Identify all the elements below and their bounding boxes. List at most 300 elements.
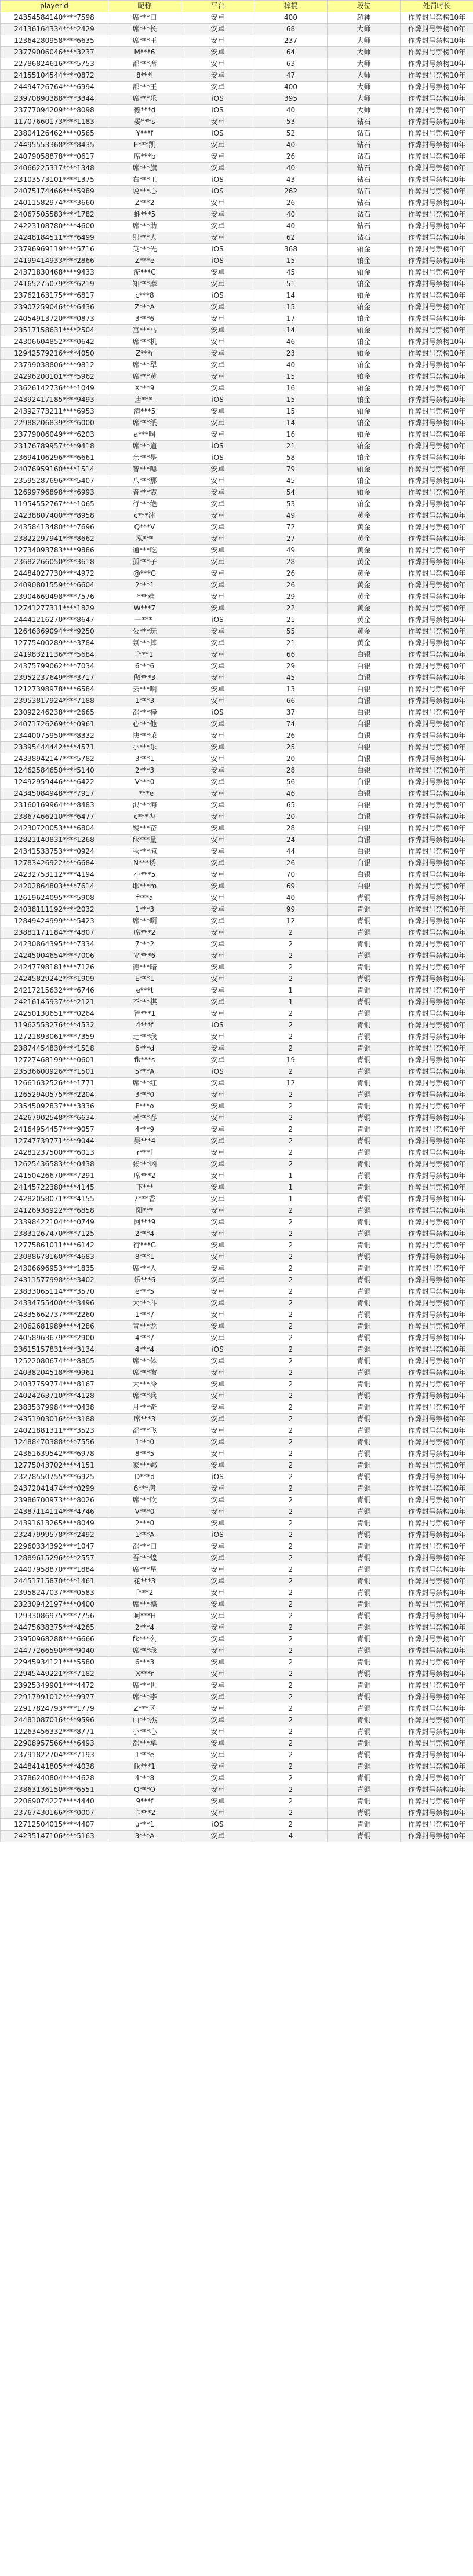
cell-rank: 大师 <box>328 82 401 93</box>
cell-playerid: 12263456332****8771 <box>1 1726 108 1738</box>
table-row <box>1 1715 473 1726</box>
cell-platform: 安卓 <box>181 1576 254 1587</box>
cell-penalty: 作弊封号禁榜10年 <box>401 522 473 533</box>
cell-rank: 铂金 <box>328 499 401 510</box>
cell-playerid: 24351903016****3188 <box>1 1414 108 1425</box>
table-row <box>1 47 473 58</box>
cell-rank: 青铜 <box>328 1425 401 1437</box>
table-row <box>1 325 473 336</box>
cell-platform: 安卓 <box>181 742 254 753</box>
cell-playerid: 24475638375****4265 <box>1 1622 108 1634</box>
cell-platform: 安卓 <box>181 1402 254 1414</box>
cell-nickname: Z***r <box>108 348 181 360</box>
cell-penalty: 作弊封号禁榜10年 <box>401 777 473 788</box>
cell-score: 2 <box>254 1634 328 1645</box>
column-header-playerid: playerid <box>1 1 108 12</box>
cell-rank: 青铜 <box>328 1657 401 1668</box>
cell-playerid: 24345084948****7917 <box>1 788 108 800</box>
cell-platform: 安卓 <box>181 1263 254 1275</box>
cell-platform: 安卓 <box>181 475 254 487</box>
cell-rank: 白银 <box>328 777 401 788</box>
cell-penalty: 作弊封号禁榜10年 <box>401 1333 473 1344</box>
cell-nickname: 流***C <box>108 267 181 279</box>
cell-nickname: 1***3 <box>108 696 181 707</box>
cell-penalty: 作弊封号禁榜10年 <box>401 858 473 869</box>
cell-penalty: 作弊封号禁榜10年 <box>401 1008 473 1020</box>
table-row <box>1 939 473 950</box>
cell-penalty: 作弊封号禁榜10年 <box>401 1391 473 1402</box>
cell-rank: 黄金 <box>328 557 401 568</box>
cell-penalty: 作弊封号禁榜10年 <box>401 244 473 255</box>
cell-nickname: 8***5 <box>108 1448 181 1460</box>
cell-nickname: 心***他 <box>108 719 181 730</box>
cell-score: 2 <box>254 1448 328 1460</box>
cell-penalty: 作弊封号禁榜10年 <box>401 1275 473 1286</box>
cell-rank: 黄金 <box>328 603 401 614</box>
cell-penalty: 作弊封号禁榜10年 <box>401 1309 473 1321</box>
cell-score: 46 <box>254 788 328 800</box>
table-row <box>1 997 473 1008</box>
cell-score: 26 <box>254 197 328 209</box>
cell-penalty: 作弊封号禁榜10年 <box>401 1321 473 1333</box>
table-row <box>1 441 473 452</box>
cell-rank: 钻石 <box>328 197 401 209</box>
table-row <box>1 719 473 730</box>
cell-penalty: 作弊封号禁榜10年 <box>401 1425 473 1437</box>
cell-nickname: 席***b <box>108 151 181 163</box>
table-row <box>1 684 473 696</box>
cell-nickname: 都***飞 <box>108 1425 181 1437</box>
cell-score: 79 <box>254 464 328 475</box>
cell-playerid: 22917991012****9977 <box>1 1692 108 1703</box>
cell-platform: 安卓 <box>181 1275 254 1286</box>
table-row <box>1 186 473 197</box>
cell-rank: 青铜 <box>328 1194 401 1205</box>
cell-nickname: 席***乐 <box>108 93 181 105</box>
cell-nickname: 渣***5 <box>108 406 181 418</box>
cell-rank: 黄金 <box>328 533 401 545</box>
cell-score: 2 <box>254 1252 328 1263</box>
cell-nickname: 席***人 <box>108 1263 181 1275</box>
cell-rank: 铂金 <box>328 325 401 336</box>
cell-score: 262 <box>254 186 328 197</box>
cell-nickname: fk***么 <box>108 1634 181 1645</box>
cell-rank: 白银 <box>328 846 401 858</box>
table-row <box>1 777 473 788</box>
cell-nickname: 席***啊 <box>108 916 181 927</box>
cell-rank: 青铜 <box>328 1275 401 1286</box>
cell-playerid: 12127398978****6584 <box>1 684 108 696</box>
cell-rank: 青铜 <box>328 1576 401 1587</box>
table-row <box>1 221 473 232</box>
cell-platform: 安卓 <box>181 1773 254 1784</box>
table-row <box>1 974 473 985</box>
cell-platform: 安卓 <box>181 823 254 835</box>
cell-platform: 安卓 <box>181 696 254 707</box>
cell-penalty: 作弊封号禁榜10年 <box>401 128 473 140</box>
cell-playerid: 24267902548****6634 <box>1 1113 108 1124</box>
cell-platform: 安卓 <box>181 881 254 892</box>
cell-penalty: 作弊封号禁榜10年 <box>401 545 473 557</box>
cell-score: 62 <box>254 232 328 244</box>
cell-nickname: 席***长 <box>108 24 181 35</box>
cell-score: 26 <box>254 858 328 869</box>
table-row <box>1 1020 473 1031</box>
cell-penalty: 作弊封号禁榜10年 <box>401 835 473 846</box>
cell-score: 49 <box>254 510 328 522</box>
cell-playerid: 24387114114****4746 <box>1 1506 108 1518</box>
cell-penalty: 作弊封号禁榜10年 <box>401 1599 473 1611</box>
cell-score: 2 <box>254 1425 328 1437</box>
cell-rank: 白银 <box>328 753 401 765</box>
cell-score: 2 <box>254 1391 328 1402</box>
cell-score: 13 <box>254 684 328 696</box>
table-row <box>1 1692 473 1703</box>
cell-score: 74 <box>254 719 328 730</box>
cell-playerid: 24484027730****4972 <box>1 568 108 580</box>
cell-playerid: 24248184511****6499 <box>1 232 108 244</box>
cell-penalty: 作弊封号禁榜10年 <box>401 232 473 244</box>
cell-platform: 安卓 <box>181 1784 254 1796</box>
cell-penalty: 作弊封号禁榜10年 <box>401 1553 473 1564</box>
cell-penalty: 作弊封号禁榜10年 <box>401 221 473 232</box>
cell-score: 40 <box>254 163 328 174</box>
cell-score: 2 <box>254 1136 328 1147</box>
cell-platform: 安卓 <box>181 279 254 290</box>
cell-nickname: 不***棋 <box>108 997 181 1008</box>
cell-nickname: 智***嗯 <box>108 464 181 475</box>
cell-nickname: 席***旗 <box>108 163 181 174</box>
table-row <box>1 1367 473 1379</box>
table-row <box>1 649 473 661</box>
cell-platform: 安卓 <box>181 1078 254 1089</box>
table-row <box>1 1078 473 1089</box>
cell-rank: 青铜 <box>328 1611 401 1622</box>
cell-nickname: 席***吹 <box>108 1495 181 1506</box>
cell-playerid: 23874454830****1518 <box>1 1043 108 1055</box>
cell-penalty: 作弊封号禁榜10年 <box>401 1761 473 1773</box>
table-row <box>1 522 473 533</box>
cell-penalty: 作弊封号禁榜10年 <box>401 1101 473 1113</box>
table-row <box>1 533 473 545</box>
cell-platform: 安卓 <box>181 1645 254 1657</box>
cell-rank: 青铜 <box>328 1402 401 1414</box>
cell-score: 21 <box>254 638 328 649</box>
cell-penalty: 作弊封号禁榜10年 <box>401 1831 473 1842</box>
cell-score: 26 <box>254 151 328 163</box>
cell-penalty: 作弊封号禁榜10年 <box>401 209 473 221</box>
cell-platform: 安卓 <box>181 1738 254 1750</box>
cell-platform: 安卓 <box>181 962 254 974</box>
cell-penalty: 作弊封号禁榜10年 <box>401 12 473 24</box>
cell-nickname: 2***4 <box>108 1228 181 1240</box>
cell-score: 2 <box>254 1344 328 1356</box>
table-row <box>1 788 473 800</box>
cell-platform: 安卓 <box>181 1217 254 1228</box>
cell-playerid: 24235147106****5163 <box>1 1831 108 1842</box>
cell-rank: 青铜 <box>328 1182 401 1194</box>
cell-score: 2 <box>254 1819 328 1831</box>
table-row <box>1 835 473 846</box>
cell-score: 2 <box>254 1031 328 1043</box>
table-row <box>1 93 473 105</box>
cell-nickname: 4***8 <box>108 1773 181 1784</box>
cell-playerid: 24361639542****6978 <box>1 1448 108 1460</box>
cell-platform: 安卓 <box>181 24 254 35</box>
cell-rank: 青铜 <box>328 1321 401 1333</box>
table-row <box>1 1622 473 1634</box>
cell-playerid: 23777094209****8098 <box>1 105 108 116</box>
cell-rank: 青铜 <box>328 974 401 985</box>
table-row <box>1 1611 473 1622</box>
cell-playerid: 24451715870****1461 <box>1 1576 108 1587</box>
cell-playerid: 23517158631****2504 <box>1 325 108 336</box>
cell-platform: iOS <box>181 452 254 464</box>
cell-platform: 安卓 <box>181 1124 254 1136</box>
table-row <box>1 869 473 881</box>
cell-playerid: 24247798181****7126 <box>1 962 108 974</box>
cell-rank: 青铜 <box>328 1784 401 1796</box>
cell-nickname: Z***e <box>108 255 181 267</box>
cell-platform: 安卓 <box>181 765 254 777</box>
cell-nickname: 3***A <box>108 1831 181 1842</box>
cell-platform: 安卓 <box>181 140 254 151</box>
cell-playerid: 23247999578****2492 <box>1 1529 108 1541</box>
table-row <box>1 1495 473 1506</box>
cell-penalty: 作弊封号禁榜10年 <box>401 696 473 707</box>
cell-playerid: 23907259046****6436 <box>1 302 108 313</box>
table-row <box>1 1170 473 1182</box>
table-row <box>1 927 473 939</box>
cell-rank: 铂金 <box>328 464 401 475</box>
table-row <box>1 1483 473 1495</box>
cell-rank: 青铜 <box>328 1078 401 1089</box>
table-row <box>1 302 473 313</box>
cell-score: 2 <box>254 1726 328 1738</box>
cell-nickname: Z***区 <box>108 1703 181 1715</box>
cell-nickname: 云***啊 <box>108 684 181 696</box>
cell-nickname: Q***O <box>108 1784 181 1796</box>
cell-playerid: 24296200101****5962 <box>1 371 108 383</box>
table-row <box>1 82 473 93</box>
cell-rank: 黄金 <box>328 614 401 626</box>
cell-playerid: 12741277311****1829 <box>1 603 108 614</box>
cell-rank: 黄金 <box>328 626 401 638</box>
cell-score: 63 <box>254 58 328 70</box>
cell-penalty: 作弊封号禁榜10年 <box>401 1252 473 1263</box>
cell-nickname: f***2 <box>108 1587 181 1599</box>
cell-rank: 青铜 <box>328 1170 401 1182</box>
cell-rank: 青铜 <box>328 1043 401 1055</box>
cell-nickname: 5***A <box>108 1066 181 1078</box>
cell-score: 2 <box>254 1066 328 1078</box>
cell-playerid: 12734093783****9886 <box>1 545 108 557</box>
cell-playerid: 24494726764****6994 <box>1 82 108 93</box>
cell-score: 51 <box>254 279 328 290</box>
cell-nickname: 右***工 <box>108 174 181 186</box>
cell-platform: 安卓 <box>181 116 254 128</box>
cell-score: 1 <box>254 1182 328 1194</box>
table-row <box>1 800 473 811</box>
cell-nickname: 小***5 <box>108 869 181 881</box>
cell-platform: iOS <box>181 1819 254 1831</box>
cell-penalty: 作弊封号禁榜10年 <box>401 1402 473 1414</box>
cell-score: 2 <box>254 1286 328 1298</box>
cell-nickname: 快***荣 <box>108 730 181 742</box>
cell-platform: 安卓 <box>181 1587 254 1599</box>
cell-score: 25 <box>254 742 328 753</box>
cell-score: 58 <box>254 452 328 464</box>
cell-playerid: 22988206839****6000 <box>1 418 108 429</box>
cell-penalty: 作弊封号禁榜10年 <box>401 1344 473 1356</box>
cell-nickname: 小***心 <box>108 1726 181 1738</box>
table-row <box>1 1252 473 1263</box>
cell-platform: 安卓 <box>181 1425 254 1437</box>
table-row <box>1 348 473 360</box>
cell-platform: 安卓 <box>181 58 254 70</box>
cell-platform: 安卓 <box>181 1657 254 1668</box>
column-header-rank: 段位 <box>328 1 401 12</box>
table-row <box>1 255 473 267</box>
cell-penalty: 作弊封号禁榜10年 <box>401 962 473 974</box>
table-row <box>1 696 473 707</box>
cell-playerid: 23395444442****4571 <box>1 742 108 753</box>
cell-playerid: 23925349901****4472 <box>1 1680 108 1692</box>
cell-rank: 黄金 <box>328 580 401 591</box>
cell-score: 2 <box>254 1611 328 1622</box>
table-row <box>1 1657 473 1668</box>
cell-platform: 安卓 <box>181 557 254 568</box>
cell-penalty: 作弊封号禁榜10年 <box>401 1506 473 1518</box>
cell-playerid: 23958247037****0583 <box>1 1587 108 1599</box>
table-row <box>1 313 473 325</box>
cell-penalty: 作弊封号禁榜10年 <box>401 916 473 927</box>
cell-rank: 青铜 <box>328 1773 401 1784</box>
cell-platform: 安卓 <box>181 348 254 360</box>
cell-score: 2 <box>254 1460 328 1472</box>
table-row <box>1 1703 473 1715</box>
cell-penalty: 作弊封号禁榜10年 <box>401 1136 473 1147</box>
cell-nickname: 6***鸿 <box>108 1483 181 1495</box>
cell-score: 70 <box>254 869 328 881</box>
cell-playerid: 24477266590****9040 <box>1 1645 108 1657</box>
cell-playerid: 22960334392****1047 <box>1 1541 108 1553</box>
cell-score: 40 <box>254 360 328 371</box>
cell-nickname: 行***绝 <box>108 499 181 510</box>
cell-penalty: 作弊封号禁榜10年 <box>401 1170 473 1182</box>
cell-playerid: 23791822704****7193 <box>1 1750 108 1761</box>
cell-penalty: 作弊封号禁榜10年 <box>401 1587 473 1599</box>
cell-penalty: 作弊封号禁榜10年 <box>401 151 473 163</box>
cell-platform: 安卓 <box>181 1564 254 1576</box>
cell-nickname: 2***3 <box>108 765 181 777</box>
cell-platform: 安卓 <box>181 1113 254 1124</box>
cell-nickname: 1***3 <box>108 904 181 916</box>
cell-nickname: Y***f <box>108 128 181 140</box>
cell-rank: 白银 <box>328 811 401 823</box>
cell-platform: 安卓 <box>181 151 254 163</box>
cell-rank: 青铜 <box>328 1055 401 1066</box>
table-row <box>1 1761 473 1773</box>
cell-playerid: 24306696953****1835 <box>1 1263 108 1275</box>
cell-nickname: 席***李 <box>108 1692 181 1703</box>
cell-platform: 安卓 <box>181 313 254 325</box>
cell-platform: 安卓 <box>181 163 254 174</box>
cell-score: 2 <box>254 1529 328 1541</box>
cell-penalty: 作弊封号禁榜10年 <box>401 1622 473 1634</box>
cell-platform: iOS <box>181 174 254 186</box>
cell-nickname: -***难 <box>108 591 181 603</box>
table-row <box>1 1043 473 1055</box>
cell-playerid: 23950968288****6666 <box>1 1634 108 1645</box>
cell-penalty: 作弊封号禁榜10年 <box>401 1437 473 1448</box>
table-row <box>1 742 473 753</box>
cell-penalty: 作弊封号禁榜10年 <box>401 325 473 336</box>
cell-penalty: 作弊封号禁榜10年 <box>401 730 473 742</box>
cell-score: 47 <box>254 70 328 82</box>
cell-nickname: fk***s <box>108 1055 181 1066</box>
cell-rank: 青铜 <box>328 985 401 997</box>
cell-penalty: 作弊封号禁榜10年 <box>401 371 473 383</box>
cell-platform: 安卓 <box>181 1726 254 1738</box>
cell-score: 45 <box>254 267 328 279</box>
cell-platform: 安卓 <box>181 1692 254 1703</box>
column-header-platform: 平台 <box>181 1 254 12</box>
cell-rank: 钻石 <box>328 209 401 221</box>
cell-nickname: V***0 <box>108 1506 181 1518</box>
cell-playerid: 24238807400****8958 <box>1 510 108 522</box>
cell-nickname: 6***6 <box>108 661 181 672</box>
table-row <box>1 1136 473 1147</box>
cell-platform: 安卓 <box>181 1448 254 1460</box>
cell-score: 2 <box>254 1367 328 1379</box>
cell-penalty: 作弊封号禁榜10年 <box>401 197 473 209</box>
cell-rank: 大师 <box>328 70 401 82</box>
cell-rank: 超神 <box>328 12 401 24</box>
cell-score: 1 <box>254 1170 328 1182</box>
cell-score: 46 <box>254 336 328 348</box>
cell-nickname: 席***世 <box>108 1680 181 1692</box>
cell-penalty: 作弊封号禁榜10年 <box>401 1495 473 1506</box>
cell-platform: 安卓 <box>181 1680 254 1692</box>
cell-penalty: 作弊封号禁榜10年 <box>401 580 473 591</box>
cell-penalty: 作弊封号禁榜10年 <box>401 441 473 452</box>
cell-platform: 安卓 <box>181 197 254 209</box>
table-row <box>1 1356 473 1367</box>
cell-score: 29 <box>254 591 328 603</box>
cell-score: 2 <box>254 1541 328 1553</box>
cell-nickname: 泓*** <box>108 533 181 545</box>
cell-rank: 铂金 <box>328 406 401 418</box>
cell-rank: 铂金 <box>328 429 401 441</box>
cell-score: 4 <box>254 1831 328 1842</box>
table-row <box>1 70 473 82</box>
cell-rank: 铂金 <box>328 383 401 394</box>
cell-platform: 安卓 <box>181 221 254 232</box>
cell-playerid: 23796969119****5716 <box>1 244 108 255</box>
cell-penalty: 作弊封号禁榜10年 <box>401 1692 473 1703</box>
cell-platform: 安卓 <box>181 82 254 93</box>
cell-playerid: 11707660173****1183 <box>1 116 108 128</box>
cell-playerid: 23595287696****5407 <box>1 475 108 487</box>
cell-rank: 青铜 <box>328 1298 401 1309</box>
cell-nickname: 席***德 <box>108 1599 181 1611</box>
cell-nickname: r***f <box>108 1147 181 1159</box>
table-row <box>1 394 473 406</box>
table-row <box>1 950 473 962</box>
cell-nickname: E***1 <box>108 974 181 985</box>
cell-rank: 铂金 <box>328 290 401 302</box>
